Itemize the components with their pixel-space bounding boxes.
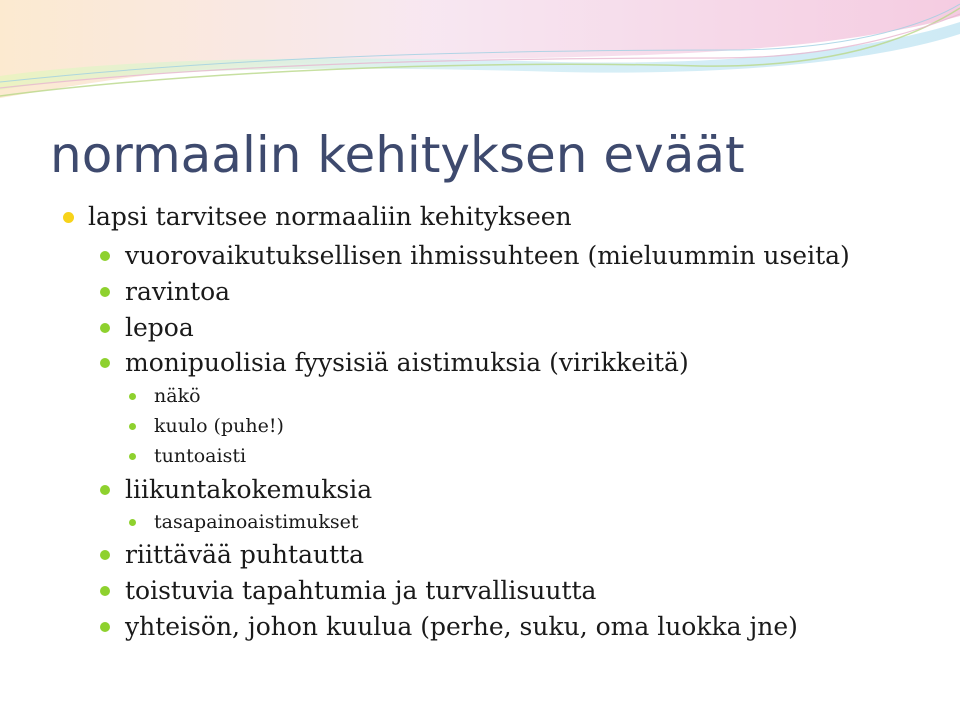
bullet-item: [125, 538, 364, 572]
bullet-text: monipuolisia fyysisiä aistimuksia (virikkeitä): [125, 348, 689, 377]
bullet-item: [125, 574, 596, 608]
bullet-item: [125, 610, 798, 644]
bullet-dot-icon: [100, 251, 110, 261]
sub-bullet-item: [154, 411, 284, 441]
bullet-dot-icon: [100, 358, 110, 368]
bullet-item: [125, 311, 194, 345]
bullet-text: toistuvia tapahtumia ja turvallisuutta: [125, 576, 597, 605]
header-wave-decoration: [0, 0, 960, 110]
bullet-text: tuntoaisti: [154, 445, 247, 467]
bullet-text: kuulo (puhe!): [154, 415, 284, 437]
bullet-text: lapsi tarvitsee normaaliin kehitykseen: [88, 202, 572, 231]
bullet-dot-icon: [100, 323, 110, 333]
bullet-dot-icon: [100, 622, 110, 632]
bullet-text: ravintoa: [125, 277, 231, 306]
bullet-dot-icon: [129, 393, 136, 400]
sub-bullet-item: [154, 381, 201, 411]
bullet-item: [88, 200, 572, 234]
bullet-item: [125, 239, 850, 273]
bullet-text: yhteisön, johon kuulua (perhe, suku, oma luokka jne): [125, 612, 798, 641]
bullet-item: [125, 473, 372, 507]
bullet-dot-icon: [129, 519, 136, 526]
slide-title: normaalin kehityksen eväät: [50, 126, 745, 184]
bullet-dot-icon: [100, 485, 110, 495]
bullet-text: näkö: [154, 385, 201, 407]
bullet-dot-icon: [129, 423, 136, 430]
bullet-dot-icon: [129, 453, 136, 460]
bullet-dot-icon: [100, 550, 110, 560]
bullet-text: liikuntakokemuksia: [125, 475, 373, 504]
bullet-item: [125, 346, 689, 380]
bullet-item: [125, 275, 230, 309]
bullet-dot-icon: [100, 586, 110, 596]
bullet-text: vuorovaikutuksellisen ihmissuhteen (mieluummin useita): [125, 241, 850, 270]
bullet-dot-icon: [63, 212, 74, 223]
sub-bullet-item: [154, 441, 246, 471]
sub-bullet-item: [154, 507, 359, 537]
bullet-text: riittävää puhtautta: [125, 540, 365, 569]
bullet-dot-icon: [100, 287, 110, 297]
bullet-text: tasapainoaistimukset: [154, 511, 359, 533]
bullet-text: lepoa: [125, 313, 194, 342]
